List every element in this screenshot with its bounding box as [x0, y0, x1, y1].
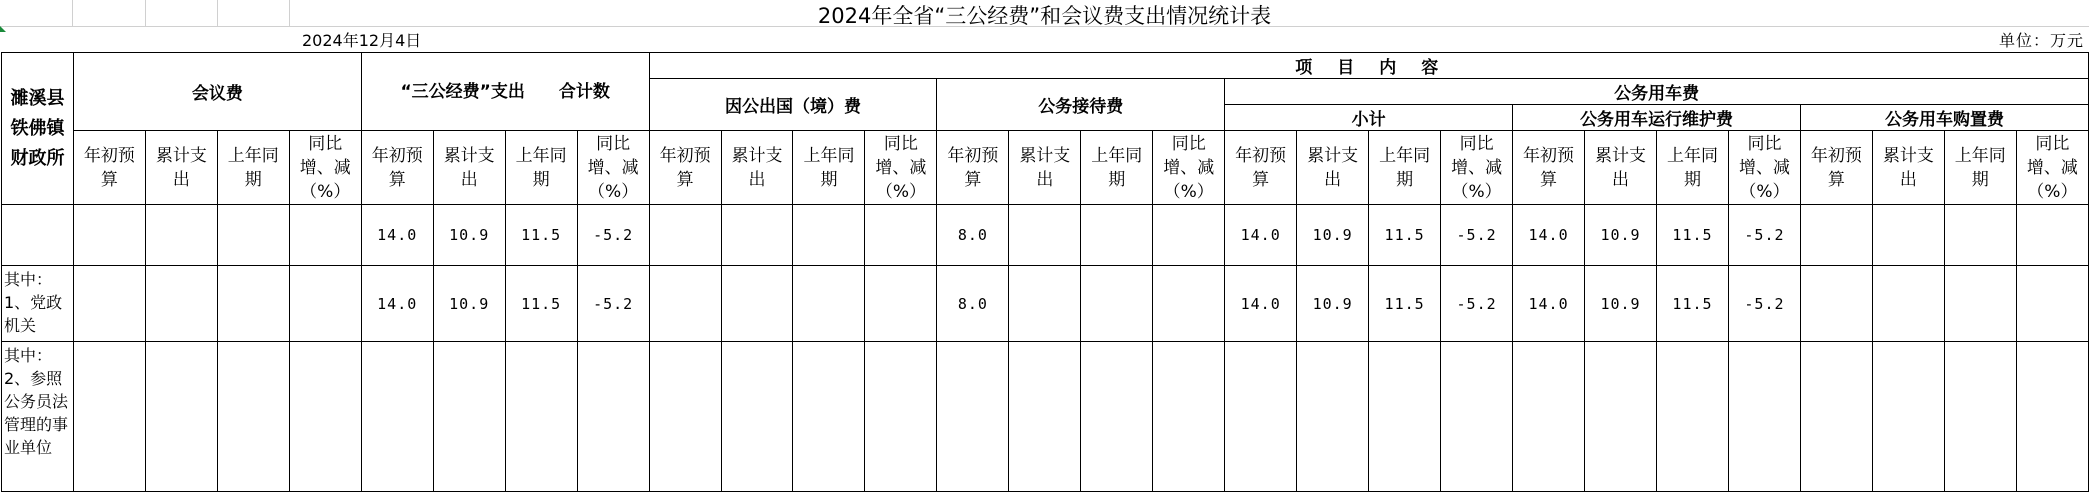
vehicle-maintenance-lastyear-header: 上年同期 [1657, 131, 1729, 205]
meeting-actual-header: 累计支出 [145, 131, 217, 205]
meeting-yoy-cell [289, 266, 361, 342]
project-content-header: 项 目 内 容 [649, 53, 2088, 79]
vehicle-header: 公务用车费 [1225, 79, 2089, 105]
meeting-budget-cell [73, 205, 145, 266]
sangong-lastyear-cell: 11.5 [505, 205, 577, 266]
meeting-budget-header: 年初预算 [73, 131, 145, 205]
reception-budget-header: 年初预算 [937, 131, 1009, 205]
row-label: 其中：2、参照公务员法管理的事业单位 [2, 342, 74, 492]
overseas-header: 因公出国（境）费 [649, 79, 937, 131]
sangong-budget-cell: 14.0 [361, 266, 433, 342]
overseas-lastyear-cell [793, 205, 865, 266]
sangong-yoy-cell: -5.2 [577, 266, 649, 342]
vehicle-maintenance-yoy-header: 同比增、减（%） [1728, 131, 1800, 205]
overseas-actual-cell [721, 342, 793, 492]
vehicle-maintenance-actual-cell: 10.9 [1585, 205, 1657, 266]
overseas-yoy-cell [865, 342, 937, 492]
reception-budget-cell [937, 342, 1009, 492]
reception-budget-cell: 8.0 [937, 266, 1009, 342]
sangong-actual-cell: 10.9 [433, 205, 505, 266]
overseas-budget-cell [649, 342, 721, 492]
vehicle-purchase-lastyear-cell [1944, 205, 2016, 266]
sangong-actual-cell: 10.9 [433, 266, 505, 342]
meeting-yoy-header: 同比增、减（%） [289, 131, 361, 205]
vehicle-subtotal-header: 小计 [1225, 105, 1513, 131]
vehicle-maintenance-actual-cell: 10.9 [1585, 266, 1657, 342]
vehicle-purchase-header: 公务用车购置费 [1800, 105, 2088, 131]
meeting-budget-cell [73, 266, 145, 342]
meeting-actual-cell [145, 342, 217, 492]
reception-actual-cell [1009, 205, 1081, 266]
vehicle-subtotal-yoy-cell: -5.2 [1441, 205, 1513, 266]
reception-yoy-cell [1153, 205, 1225, 266]
row-label: 其中：1、党政机关 [2, 266, 74, 342]
vehicle-purchase-actual-cell [1872, 342, 1944, 492]
vehicle-subtotal-actual-cell: 10.9 [1297, 266, 1369, 342]
sangong-total-header: “三公经费”支出 合计数 [361, 53, 649, 131]
vehicle-purchase-yoy-cell [2016, 342, 2088, 492]
sangong-actual-header: 累计支出 [433, 131, 505, 205]
vehicle-maintenance-lastyear-cell: 11.5 [1657, 205, 1729, 266]
vehicle-subtotal-budget-header: 年初预算 [1225, 131, 1297, 205]
vehicle-subtotal-actual-cell [1297, 342, 1369, 492]
reception-actual-cell [1009, 342, 1081, 492]
meeting-yoy-cell [289, 342, 361, 492]
vehicle-maintenance-lastyear-cell [1657, 342, 1729, 492]
sangong-lastyear-cell [505, 342, 577, 492]
sangong-lastyear-cell: 11.5 [505, 266, 577, 342]
vehicle-maintenance-budget-cell: 14.0 [1513, 266, 1585, 342]
vehicle-purchase-budget-cell [1800, 266, 1872, 342]
reception-header: 公务接待费 [937, 79, 1225, 131]
meeting-actual-cell [145, 205, 217, 266]
vehicle-purchase-actual-cell [1872, 205, 1944, 266]
vehicle-maintenance-yoy-cell [1728, 342, 1800, 492]
vehicle-purchase-budget-header: 年初预算 [1800, 131, 1872, 205]
vehicle-subtotal-actual-header: 累计支出 [1297, 131, 1369, 205]
vehicle-maintenance-budget-cell: 14.0 [1513, 205, 1585, 266]
vehicle-maintenance-actual-header: 累计支出 [1585, 131, 1657, 205]
overseas-actual-cell [721, 266, 793, 342]
reception-lastyear-cell [1081, 342, 1153, 492]
overseas-actual-header: 累计支出 [721, 131, 793, 205]
vehicle-maintenance-yoy-cell: -5.2 [1728, 205, 1800, 266]
vehicle-purchase-budget-cell [1800, 205, 1872, 266]
overseas-yoy-cell [865, 205, 937, 266]
sangong-budget-cell [361, 342, 433, 492]
vehicle-maintenance-budget-cell [1513, 342, 1585, 492]
overseas-yoy-header: 同比增、减（%） [865, 131, 937, 205]
vehicle-purchase-lastyear-cell [1944, 266, 2016, 342]
overseas-lastyear-header: 上年同期 [793, 131, 865, 205]
overseas-lastyear-cell [793, 342, 865, 492]
vehicle-maintenance-budget-header: 年初预算 [1513, 131, 1585, 205]
meeting-lastyear-header: 上年同期 [217, 131, 289, 205]
meeting-lastyear-cell [217, 205, 289, 266]
vehicle-subtotal-yoy-header: 同比增、减（%） [1441, 131, 1513, 205]
reception-lastyear-cell [1081, 205, 1153, 266]
row-label [2, 205, 74, 266]
reception-lastyear-header: 上年同期 [1081, 131, 1153, 205]
reception-lastyear-cell [1081, 266, 1153, 342]
vehicle-maintenance-header: 公务用车运行维护费 [1513, 105, 1801, 131]
reception-actual-header: 累计支出 [1009, 131, 1081, 205]
sangong-budget-header: 年初预算 [361, 131, 433, 205]
vehicle-maintenance-actual-cell [1585, 342, 1657, 492]
sangong-yoy-cell: -5.2 [577, 205, 649, 266]
overseas-budget-header: 年初预算 [649, 131, 721, 205]
vehicle-purchase-lastyear-header: 上年同期 [1944, 131, 2016, 205]
meeting-lastyear-cell [217, 266, 289, 342]
vehicle-subtotal-lastyear-cell [1369, 342, 1441, 492]
overseas-lastyear-cell [793, 266, 865, 342]
meeting-lastyear-cell [217, 342, 289, 492]
vehicle-subtotal-actual-cell: 10.9 [1297, 205, 1369, 266]
vehicle-purchase-lastyear-cell [1944, 342, 2016, 492]
meeting-budget-cell [73, 342, 145, 492]
meeting-actual-cell [145, 266, 217, 342]
sangong-budget-cell: 14.0 [361, 205, 433, 266]
overseas-budget-cell [649, 266, 721, 342]
vehicle-subtotal-budget-cell [1225, 342, 1297, 492]
vehicle-purchase-yoy-cell [2016, 205, 2088, 266]
expense-table [1, 52, 2089, 492]
overseas-yoy-cell [865, 266, 937, 342]
reception-actual-cell [1009, 266, 1081, 342]
entity-name-cell: 濉溪县铁佛镇财政所 [2, 53, 74, 205]
vehicle-purchase-budget-cell [1800, 342, 1872, 492]
sangong-yoy-header: 同比增、减（%） [577, 131, 649, 205]
sangong-actual-cell [433, 342, 505, 492]
meeting-header: 会议费 [73, 53, 361, 131]
vehicle-purchase-actual-header: 累计支出 [1872, 131, 1944, 205]
overseas-actual-cell [721, 205, 793, 266]
vehicle-subtotal-yoy-cell: -5.2 [1441, 266, 1513, 342]
sangong-yoy-cell [577, 342, 649, 492]
sangong-lastyear-header: 上年同期 [505, 131, 577, 205]
unit-label: 单位：万元 [1998, 31, 2084, 50]
vehicle-maintenance-yoy-cell: -5.2 [1728, 266, 1800, 342]
reception-yoy-cell [1153, 266, 1225, 342]
vehicle-subtotal-lastyear-cell: 11.5 [1369, 205, 1441, 266]
vehicle-subtotal-yoy-cell [1441, 342, 1513, 492]
vehicle-purchase-yoy-cell [2016, 266, 2088, 342]
reception-budget-cell: 8.0 [937, 205, 1009, 266]
meeting-yoy-cell [289, 205, 361, 266]
vehicle-purchase-yoy-header: 同比增、减（%） [2016, 131, 2088, 205]
page-title: 2024年全省“三公经费”和会议费支出情况统计表 [817, 4, 1272, 28]
reception-yoy-header: 同比增、减（%） [1153, 131, 1225, 205]
reception-yoy-cell [1153, 342, 1225, 492]
report-date: 2024年12月4日 [302, 31, 422, 50]
vehicle-subtotal-budget-cell: 14.0 [1225, 266, 1297, 342]
overseas-budget-cell [649, 205, 721, 266]
vehicle-subtotal-lastyear-header: 上年同期 [1369, 131, 1441, 205]
vehicle-purchase-actual-cell [1872, 266, 1944, 342]
vehicle-subtotal-lastyear-cell: 11.5 [1369, 266, 1441, 342]
vehicle-maintenance-lastyear-cell: 11.5 [1657, 266, 1729, 342]
vehicle-subtotal-budget-cell: 14.0 [1225, 205, 1297, 266]
